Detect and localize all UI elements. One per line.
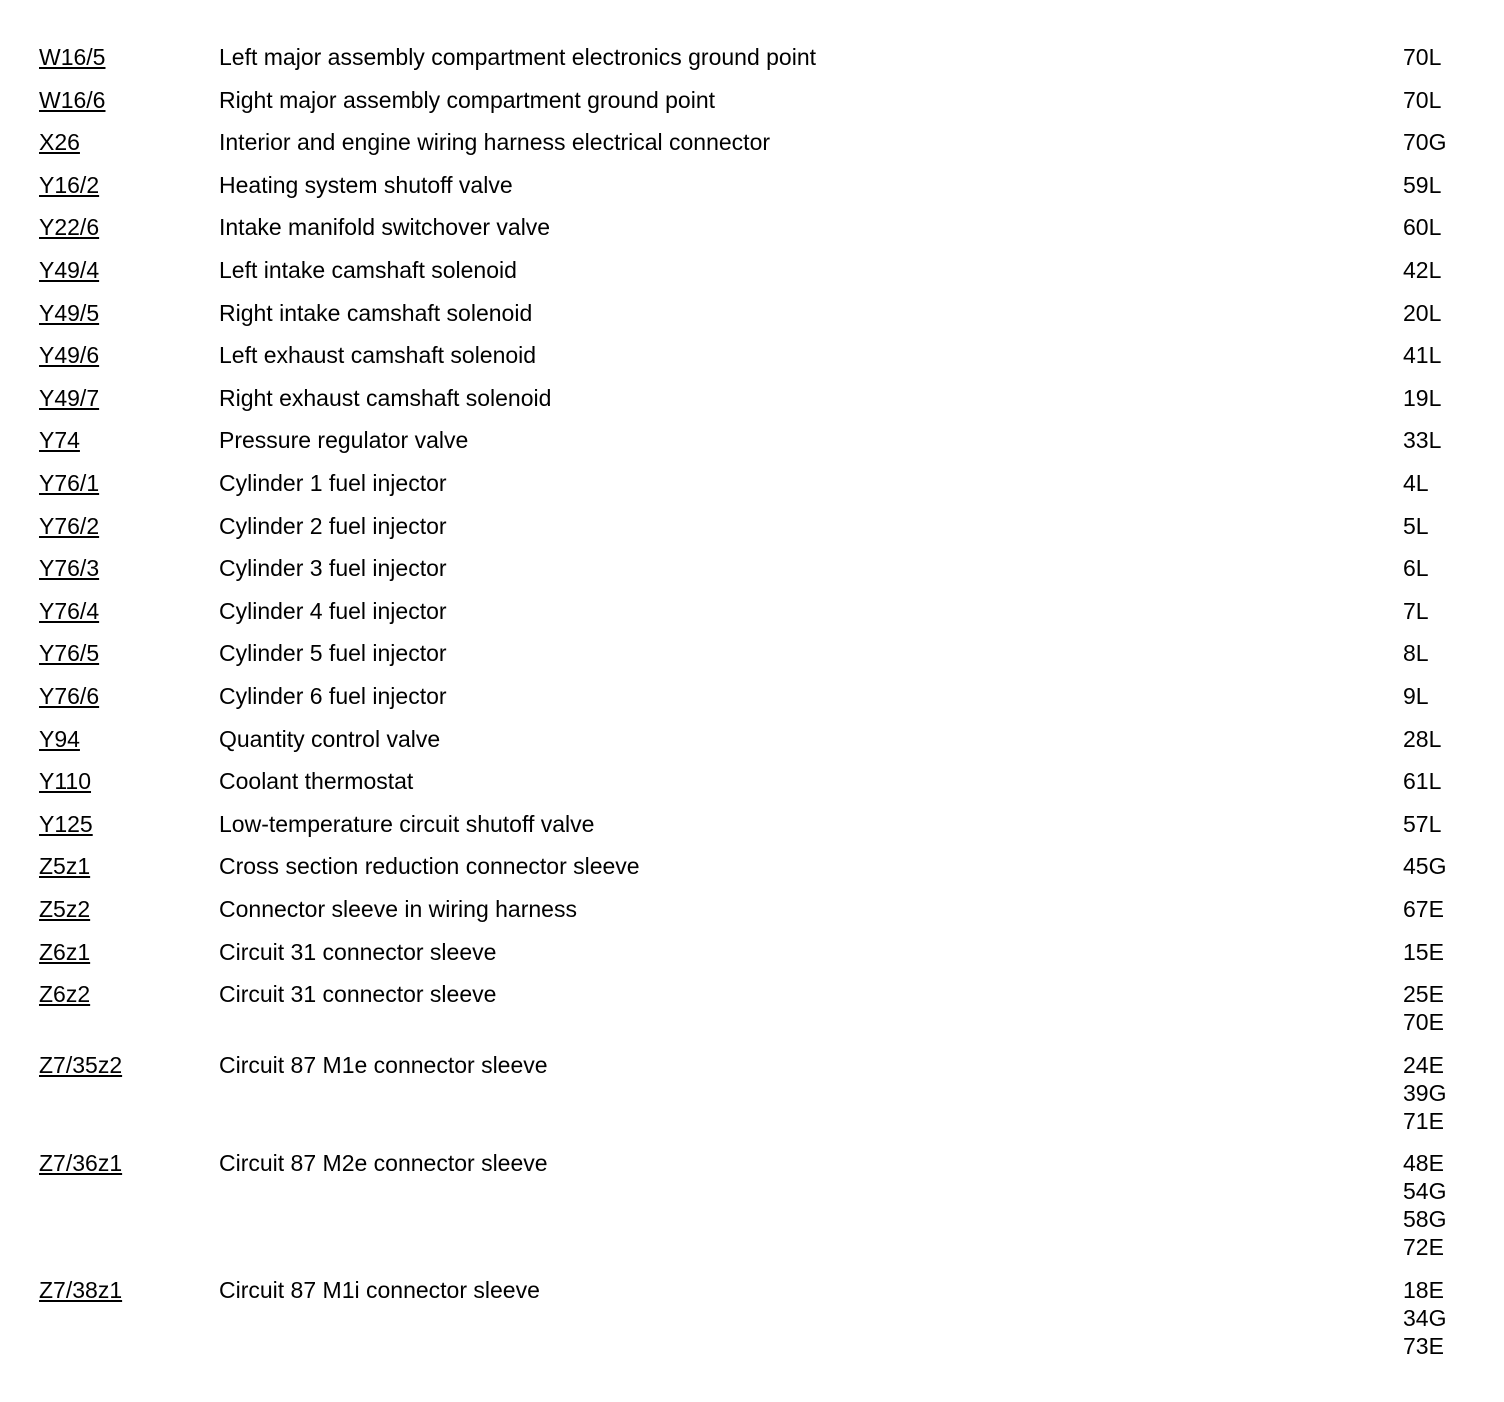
grid-location: 19L xyxy=(1403,384,1442,411)
component-code-link[interactable]: Y49/5 xyxy=(39,299,100,326)
grid-location: 20L xyxy=(1403,299,1442,326)
component-description: Circuit 31 connector sleeve xyxy=(219,981,497,1008)
grid-location: 42L xyxy=(1403,257,1442,283)
component-code-link[interactable]: Z7/36z1 xyxy=(39,1150,123,1177)
component-description: Cylinder 5 fuel injector xyxy=(219,640,447,667)
grid-location-list xyxy=(1403,426,1441,454)
grid-location-list xyxy=(1403,171,1441,199)
grid-location: 4L xyxy=(1403,470,1429,496)
component-code-link[interactable]: Z7/38z1 xyxy=(39,1277,123,1303)
component-description: Cylinder 3 fuel injector xyxy=(219,555,447,582)
grid-location: 72E xyxy=(1403,1234,1444,1261)
grid-location: 58G xyxy=(1403,1206,1447,1233)
grid-location: 61L xyxy=(1403,768,1442,795)
component-description: Circuit 87 M1i connector sleeve xyxy=(219,1277,540,1303)
component-description: Interior and engine wiring harness electrical connector xyxy=(219,129,771,156)
component-description: Right intake camshaft solenoid xyxy=(219,299,533,326)
grid-location-list xyxy=(1403,810,1441,838)
component-code-link[interactable]: Y49/7 xyxy=(39,384,100,411)
grid-location-list xyxy=(1403,554,1429,582)
grid-location: 5L xyxy=(1403,512,1429,539)
component-description: Cylinder 1 fuel injector xyxy=(219,470,447,496)
component-code-link[interactable]: Y76/5 xyxy=(39,640,100,667)
component-code-link[interactable]: Y76/1 xyxy=(39,470,100,496)
component-code-link[interactable]: Y74 xyxy=(39,427,80,454)
grid-location: 57L xyxy=(1403,810,1442,837)
grid-location: 7L xyxy=(1403,597,1429,624)
component-code-link[interactable]: Y76/6 xyxy=(39,683,100,709)
grid-location: 39G xyxy=(1403,1079,1447,1106)
grid-location-list xyxy=(1403,384,1441,412)
grid-location-list xyxy=(1403,213,1441,241)
grid-location-list xyxy=(1403,597,1429,625)
grid-location: 71E xyxy=(1403,1107,1444,1134)
grid-location: 28L xyxy=(1403,725,1442,752)
component-description: Intake manifold switchover valve xyxy=(219,214,551,241)
component-description: Right exhaust camshaft solenoid xyxy=(219,384,552,411)
grid-location: 9L xyxy=(1403,683,1429,709)
component-code-link[interactable]: Y76/2 xyxy=(39,512,100,539)
component-code-link[interactable]: Z7/35z2 xyxy=(39,1051,123,1078)
grid-location-list xyxy=(1403,1276,1446,1360)
component-code-link[interactable]: Y125 xyxy=(39,810,93,837)
grid-location: 67E xyxy=(1403,896,1444,922)
component-description: Pressure regulator valve xyxy=(219,427,469,454)
grid-location: 6L xyxy=(1403,555,1429,582)
component-description: Low-temperature circuit shutoff valve xyxy=(219,810,595,837)
component-description: Cylinder 4 fuel injector xyxy=(219,597,447,624)
grid-location-list xyxy=(1403,938,1444,966)
grid-location: 70E xyxy=(1403,1009,1444,1036)
grid-location-list xyxy=(1403,43,1441,71)
component-code-link[interactable]: X26 xyxy=(39,129,80,156)
component-code-link[interactable]: Y22/6 xyxy=(39,214,100,241)
grid-location: 15E xyxy=(1403,938,1444,965)
component-code-link[interactable]: Y94 xyxy=(39,725,80,752)
grid-location-list xyxy=(1403,256,1441,284)
grid-location: 70L xyxy=(1403,44,1442,70)
component-description: Cross section reduction connector sleeve xyxy=(219,853,640,880)
grid-location: 70L xyxy=(1403,86,1442,113)
component-code-link[interactable]: Z6z2 xyxy=(39,981,91,1008)
grid-location-list xyxy=(1403,1149,1446,1261)
grid-location-list xyxy=(1403,341,1441,369)
component-description: Connector sleeve in wiring harness xyxy=(219,896,577,922)
component-code-link[interactable]: Z5z1 xyxy=(39,853,91,880)
grid-location-list xyxy=(1403,895,1444,923)
grid-location: 59L xyxy=(1403,171,1442,198)
grid-location-list xyxy=(1403,128,1446,156)
grid-location: 18E xyxy=(1403,1277,1444,1303)
grid-location: 34G xyxy=(1403,1305,1447,1331)
component-description: Left exhaust camshaft solenoid xyxy=(219,342,537,369)
component-code-link[interactable]: Y49/4 xyxy=(39,257,100,283)
grid-location: 41L xyxy=(1403,342,1442,369)
grid-location: 45G xyxy=(1403,853,1447,880)
grid-location-list xyxy=(1403,512,1429,540)
component-description: Circuit 87 M2e connector sleeve xyxy=(219,1150,548,1177)
component-code-link[interactable]: W16/5 xyxy=(39,44,106,70)
component-description: Cylinder 2 fuel injector xyxy=(219,512,447,539)
grid-location: 8L xyxy=(1403,640,1429,667)
component-description: Quantity control valve xyxy=(219,725,441,752)
component-description: Left major assembly compartment electronics ground point xyxy=(219,44,817,70)
component-description: Circuit 31 connector sleeve xyxy=(219,938,497,965)
grid-location-list xyxy=(1403,980,1444,1036)
component-code-link[interactable]: Z5z2 xyxy=(39,896,91,922)
component-code-link[interactable]: Y110 xyxy=(39,768,92,795)
grid-location: 24E xyxy=(1403,1051,1444,1078)
grid-location-list xyxy=(1403,639,1429,667)
component-description: Coolant thermostat xyxy=(219,768,414,795)
grid-location: 48E xyxy=(1403,1150,1444,1177)
component-code-link[interactable]: Y49/6 xyxy=(39,342,100,369)
grid-location: 33L xyxy=(1403,427,1442,454)
grid-location-list xyxy=(1403,852,1446,880)
grid-location-list xyxy=(1403,682,1429,710)
component-description: Circuit 87 M1e connector sleeve xyxy=(219,1051,548,1078)
component-description: Left intake camshaft solenoid xyxy=(219,257,517,283)
component-code-link[interactable]: Y76/4 xyxy=(39,597,100,624)
component-description: Right major assembly compartment ground point xyxy=(219,86,716,113)
grid-location: 70G xyxy=(1403,129,1447,156)
grid-location-list xyxy=(1403,86,1441,114)
component-description: Heating system shutoff valve xyxy=(219,171,513,198)
grid-location-list xyxy=(1403,725,1441,753)
grid-location-list xyxy=(1403,767,1441,795)
component-code-link[interactable]: Y76/3 xyxy=(39,555,100,582)
grid-location-list xyxy=(1403,1051,1446,1135)
component-code-link[interactable]: Z6z1 xyxy=(39,938,91,965)
grid-location: 60L xyxy=(1403,214,1442,241)
component-code-link[interactable]: W16/6 xyxy=(39,86,106,113)
grid-location: 25E xyxy=(1403,981,1444,1008)
component-code-link[interactable]: Y16/2 xyxy=(39,171,100,198)
grid-location-list xyxy=(1403,469,1429,497)
grid-location-list xyxy=(1403,299,1441,327)
grid-location: 54G xyxy=(1403,1178,1447,1205)
component-description: Cylinder 6 fuel injector xyxy=(219,683,447,709)
grid-location: 73E xyxy=(1403,1333,1444,1359)
